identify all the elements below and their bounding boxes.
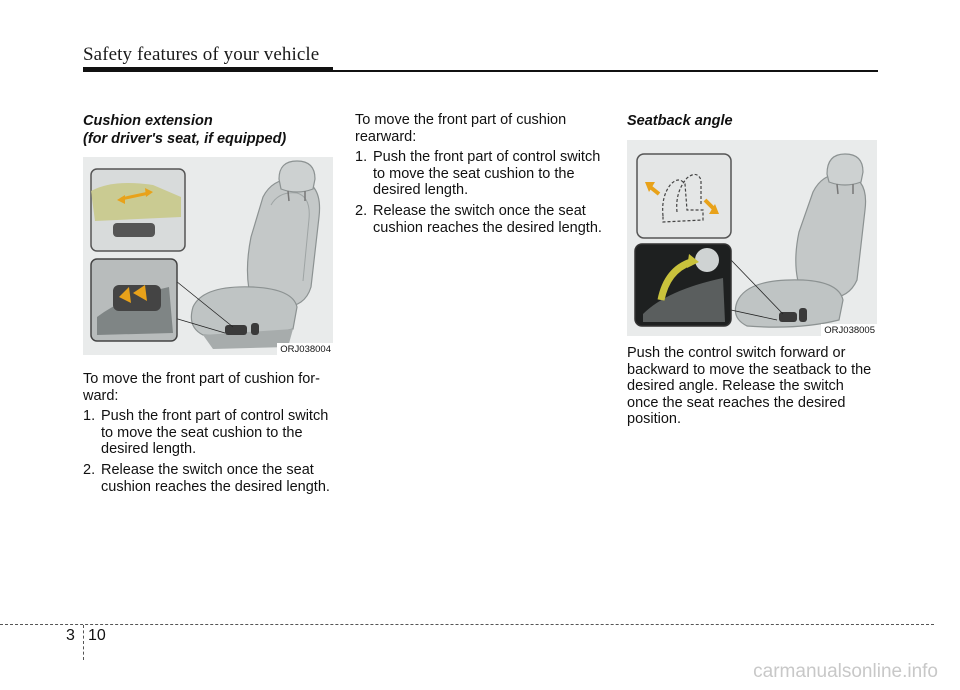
section-title: Safety features of your vehicle — [83, 44, 320, 65]
cushion-extension-heading: Cushion extension (for driver's seat, if equipped) — [83, 113, 287, 147]
footer-rule — [0, 624, 934, 625]
seat-illustration — [627, 140, 877, 336]
page-number: 10 — [88, 627, 106, 644]
page-divider — [83, 625, 84, 660]
figure-code: ORJ038005 — [821, 324, 877, 336]
rearward-column — [355, 112, 605, 240]
seatback-figure — [627, 140, 877, 336]
seatback-heading: Seatback angle — [627, 113, 733, 129]
list-item: 2. Release the switch once the seat cushion reaches the desired length. — [355, 202, 602, 236]
watermark: carmanualsonline.info — [753, 661, 938, 682]
rearward-steps — [355, 149, 605, 236]
list-item: 1. Push the front part of control switch to move the seat cushion to the desired length. — [355, 149, 601, 199]
list-item: 1. Push the front part of control switch to move the seat cushion to the desired length. — [83, 408, 329, 458]
cushion-steps — [83, 408, 333, 495]
figure-code: ORJ038004 — [277, 343, 333, 355]
list-item: 2. Release the switch once the seat cushion reaches the desired length. — [83, 461, 330, 495]
header-rule-thin — [333, 70, 878, 72]
seatback-column — [627, 112, 877, 428]
seat-illustration — [83, 157, 333, 355]
cushion-extension-column — [83, 112, 333, 499]
cushion-extension-figure — [83, 157, 333, 355]
rearward-intro: To move the front part of cushion rearward: — [355, 112, 567, 145]
header-rule — [83, 67, 333, 72]
cushion-intro: To move the front part of cushion for-ward: — [83, 371, 320, 404]
section-number: 3 — [66, 627, 75, 644]
seatback-body: Push the control switch forward or backward to move the seatback to the desired angle. Release the switch once the seat reaches the desired position. — [627, 345, 872, 428]
